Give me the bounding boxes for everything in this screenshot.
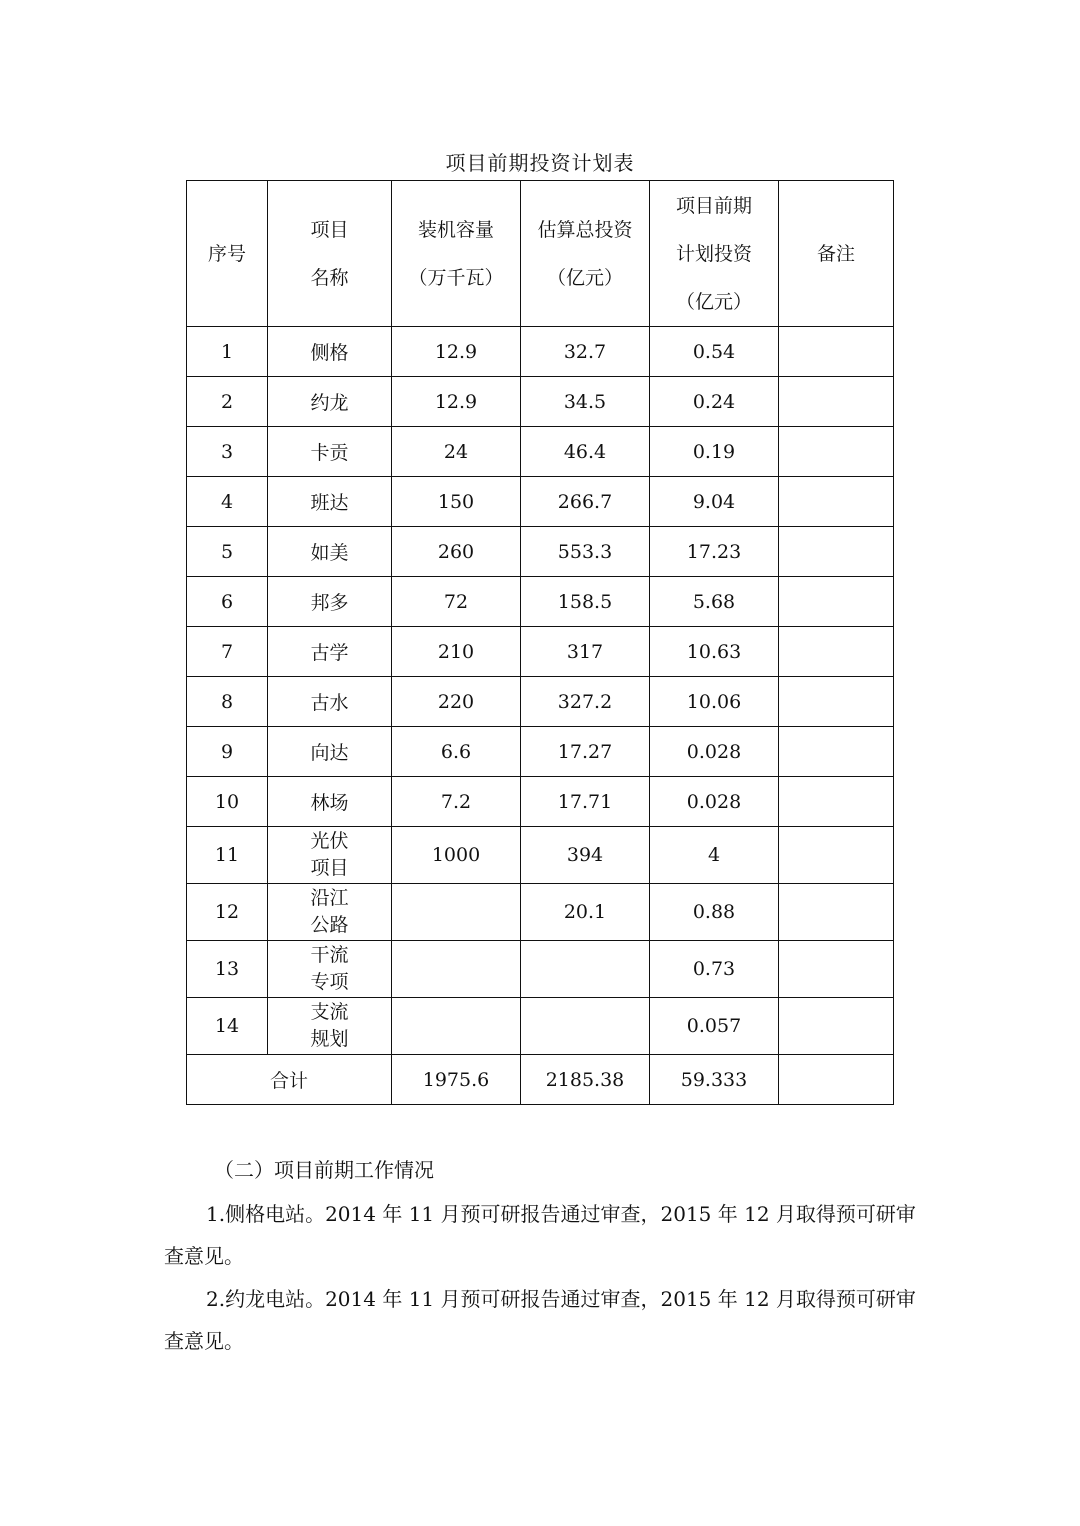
cell-seq: 9: [187, 727, 268, 777]
cell-seq: 7: [187, 627, 268, 677]
table-row: [187, 627, 894, 677]
paragraph-1: 1.侧格电站。2014 年 11 月预可研报告通过审查，2015 年 12 月取得预可研审查意见。: [164, 1202, 916, 1268]
header-plan-line: 项目前期: [675, 194, 752, 217]
cell-total-investment: 17.27: [521, 727, 650, 777]
cell-name: [268, 377, 392, 427]
paragraph-2: 2.约龙电站。2014 年 11 月预可研报告通过审查，2015 年 12 月取得预可研审查意见。: [164, 1287, 916, 1353]
cell-note: [779, 941, 894, 998]
table-row: [187, 884, 894, 941]
cell-name: [268, 677, 392, 727]
cell-name: [268, 577, 392, 627]
cell-capacity: 12.9: [392, 327, 521, 377]
cell-note: [779, 577, 894, 627]
cell-name-line: 光伏: [310, 830, 349, 852]
cell-note: [779, 377, 894, 427]
cell-seq: 13: [187, 941, 268, 998]
header-capacity-line: 装机容量: [417, 218, 494, 241]
cell-note: [779, 998, 894, 1055]
table-row: [187, 677, 894, 727]
header-plan: [650, 181, 779, 327]
cell-name: [268, 884, 392, 941]
total-plan: 59.333: [650, 1055, 779, 1105]
cell-seq: 11: [187, 827, 268, 884]
cell-plan-investment: 0.028: [650, 777, 779, 827]
cell-plan-investment: 9.04: [650, 477, 779, 527]
cell-name-line: 邦多: [310, 592, 349, 614]
cell-capacity: 1000: [392, 827, 521, 884]
table-row: [187, 827, 894, 884]
cell-capacity: 6.6: [392, 727, 521, 777]
cell-name-line: 约龙: [310, 392, 349, 414]
header-name-line: 项目: [310, 218, 349, 241]
total-note: [779, 1055, 894, 1105]
cell-name-line: 公路: [310, 914, 349, 936]
table-row: [187, 427, 894, 477]
cell-seq: 12: [187, 884, 268, 941]
cell-seq: 8: [187, 677, 268, 727]
cell-capacity: [392, 998, 521, 1055]
cell-name: [268, 527, 392, 577]
cell-plan-investment: 0.19: [650, 427, 779, 477]
cell-capacity: 210: [392, 627, 521, 677]
cell-name-line: 支流: [310, 1001, 349, 1023]
cell-capacity: 12.9: [392, 377, 521, 427]
cell-plan-investment: 10.63: [650, 627, 779, 677]
cell-name: [268, 941, 392, 998]
cell-seq: 14: [187, 998, 268, 1055]
cell-total-investment: [521, 941, 650, 998]
cell-capacity: 260: [392, 527, 521, 577]
cell-total-investment: 266.7: [521, 477, 650, 527]
cell-plan-investment: 10.06: [650, 677, 779, 727]
cell-total-investment: 158.5: [521, 577, 650, 627]
cell-name-line: 如美: [310, 542, 349, 564]
header-capacity: [392, 181, 521, 327]
cell-note: [779, 627, 894, 677]
investment-plan-table: [186, 180, 894, 1105]
cell-name: [268, 327, 392, 377]
header-plan-line: （亿元）: [675, 290, 752, 313]
cell-total-investment: 394: [521, 827, 650, 884]
cell-seq: 4: [187, 477, 268, 527]
header-total-line: 估算总投资: [537, 218, 633, 241]
cell-note: [779, 477, 894, 527]
cell-total-investment: 32.7: [521, 327, 650, 377]
table-row: [187, 998, 894, 1055]
cell-total-investment: [521, 998, 650, 1055]
section-heading: [164, 1149, 920, 1191]
cell-name-line: 班达: [310, 492, 349, 514]
section-heading-text: （二）项目前期工作情况: [214, 1158, 434, 1182]
cell-seq: 3: [187, 427, 268, 477]
cell-name-line: 项目: [310, 857, 349, 879]
cell-total-investment: 17.71: [521, 777, 650, 827]
cell-total-investment: 327.2: [521, 677, 650, 727]
table-row: [187, 777, 894, 827]
cell-plan-investment: 0.028: [650, 727, 779, 777]
header-name-line: 名称: [310, 266, 349, 289]
cell-seq: 5: [187, 527, 268, 577]
cell-seq: 2: [187, 377, 268, 427]
table-row: [187, 727, 894, 777]
cell-capacity: [392, 941, 521, 998]
cell-capacity: 24: [392, 427, 521, 477]
total-investment: 2185.38: [521, 1055, 650, 1105]
cell-note: [779, 827, 894, 884]
cell-total-investment: 46.4: [521, 427, 650, 477]
cell-note: [779, 884, 894, 941]
cell-name-line: 规划: [310, 1028, 349, 1050]
cell-seq: 6: [187, 577, 268, 627]
cell-seq: 10: [187, 777, 268, 827]
cell-note: [779, 727, 894, 777]
cell-name-line: 林场: [310, 792, 349, 814]
table-header-row: [187, 181, 894, 327]
cell-name-line: 专项: [310, 971, 349, 993]
cell-capacity: 7.2: [392, 777, 521, 827]
header-name: [268, 181, 392, 327]
total-row: [187, 1055, 894, 1105]
cell-plan-investment: 0.88: [650, 884, 779, 941]
table-row: [187, 577, 894, 627]
table-row: [187, 477, 894, 527]
cell-name: [268, 998, 392, 1055]
cell-plan-investment: 0.24: [650, 377, 779, 427]
cell-name-line: 古水: [310, 692, 349, 714]
header-note: 备注: [779, 181, 894, 327]
cell-name-line: 侧格: [310, 342, 349, 364]
header-capacity-line: （万千瓦）: [408, 266, 504, 289]
cell-name: [268, 777, 392, 827]
cell-plan-investment: 5.68: [650, 577, 779, 627]
header-total-line: （亿元）: [546, 266, 623, 289]
cell-name: [268, 827, 392, 884]
table-row: [187, 941, 894, 998]
header-plan-line: 计划投资: [675, 242, 752, 265]
cell-total-investment: 317: [521, 627, 650, 677]
table-row: [187, 527, 894, 577]
table-row: [187, 377, 894, 427]
total-label: 合计: [187, 1055, 392, 1105]
cell-name: [268, 477, 392, 527]
cell-plan-investment: 17.23: [650, 527, 779, 577]
cell-note: [779, 677, 894, 727]
cell-total-investment: 20.1: [521, 884, 650, 941]
cell-plan-investment: 4: [650, 827, 779, 884]
cell-name-line: 古学: [310, 642, 349, 664]
table-row: [187, 327, 894, 377]
cell-note: [779, 427, 894, 477]
cell-name: [268, 727, 392, 777]
header-total: [521, 181, 650, 327]
total-capacity: 1975.6: [392, 1055, 521, 1105]
cell-name-line: 沿江: [310, 887, 349, 909]
cell-capacity: 72: [392, 577, 521, 627]
cell-note: [779, 527, 894, 577]
cell-total-investment: 553.3: [521, 527, 650, 577]
cell-capacity: 150: [392, 477, 521, 527]
cell-name-line: 向达: [310, 742, 349, 764]
cell-plan-investment: 0.54: [650, 327, 779, 377]
table-title: 项目前期投资计划表: [445, 151, 635, 175]
cell-capacity: 220: [392, 677, 521, 727]
header-seq: 序号: [187, 181, 268, 327]
cell-plan-investment: 0.057: [650, 998, 779, 1055]
cell-name-line: 卡贡: [310, 442, 349, 464]
cell-note: [779, 327, 894, 377]
cell-plan-investment: 0.73: [650, 941, 779, 998]
cell-name-line: 干流: [310, 944, 349, 966]
cell-seq: 1: [187, 327, 268, 377]
cell-total-investment: 34.5: [521, 377, 650, 427]
cell-name: [268, 427, 392, 477]
cell-name: [268, 627, 392, 677]
cell-note: [779, 777, 894, 827]
cell-capacity: [392, 884, 521, 941]
